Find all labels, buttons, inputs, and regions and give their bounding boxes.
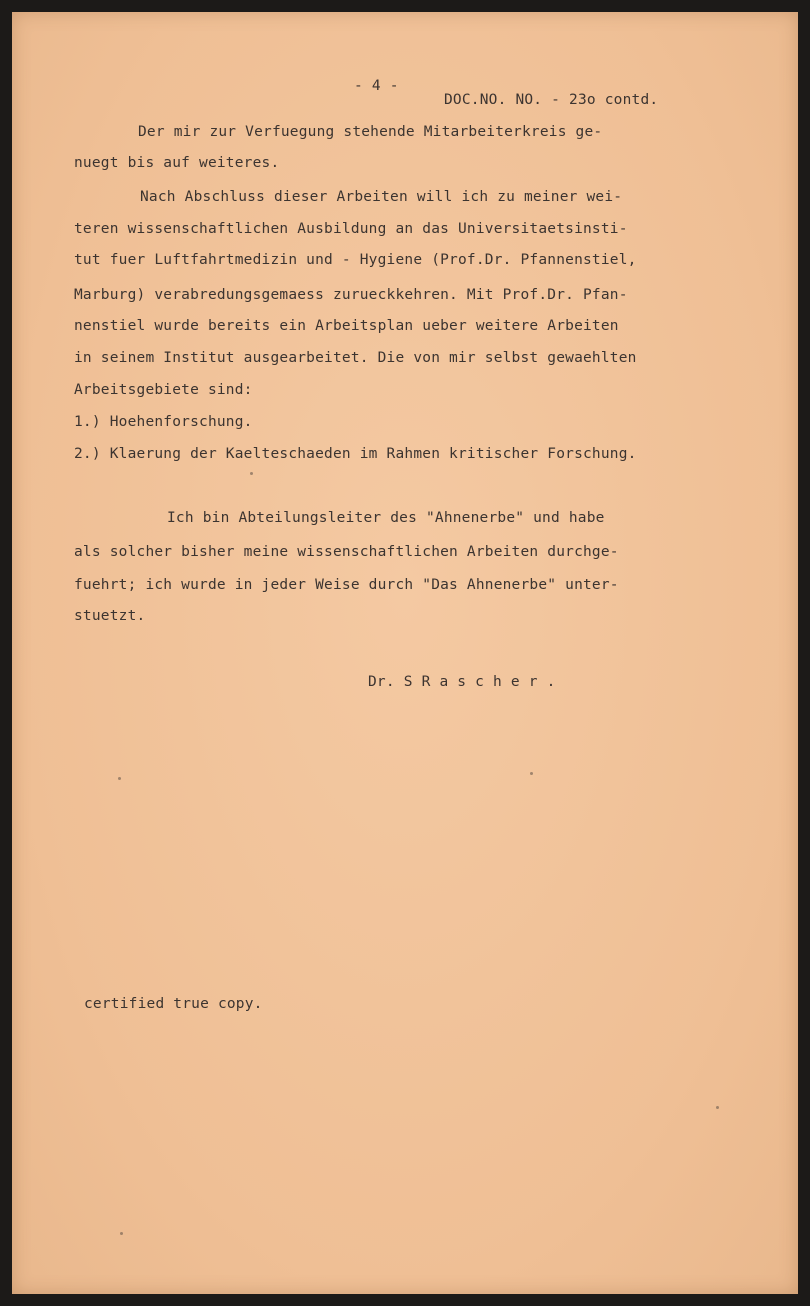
paragraph-2-line-3: tut fuer Luftfahrtmedizin und - Hygiene (Prof.Dr. Pfannenstiel, xyxy=(74,252,637,268)
document-page xyxy=(12,12,798,1294)
paragraph-3-line-4: stuetzt. xyxy=(74,608,146,624)
paper-speck xyxy=(530,772,533,775)
paragraph-2-line-7: Arbeitsgebiete sind: xyxy=(74,382,253,398)
paragraph-2-line-4: Marburg) verabredungsgemaess zurueckkehren. Mit Prof.Dr. Pfan- xyxy=(74,287,628,303)
paragraph-2-line-2: teren wissenschaftlichen Ausbildung an das Universitaetsinsti- xyxy=(74,221,628,237)
paragraph-2-line-6: in seinem Institut ausgearbeitet. Die von mir selbst gewaehlten xyxy=(74,350,637,366)
paragraph-2-line-5: nenstiel wurde bereits ein Arbeitsplan ueber weitere Arbeiten xyxy=(74,318,619,334)
paper-speck xyxy=(118,777,121,780)
certification-note: certified true copy. xyxy=(84,996,263,1012)
page-number: - 4 - xyxy=(354,78,399,94)
signature: Dr. S R a s c h e r . xyxy=(368,674,556,690)
paragraph-3-line-2: als solcher bisher meine wissenschaftlichen Arbeiten durchge- xyxy=(74,544,619,560)
paragraph-2-line-1: Nach Abschluss dieser Arbeiten will ich zu meiner wei- xyxy=(140,189,623,205)
list-item-1: 1.) Hoehenforschung. xyxy=(74,414,253,430)
paragraph-3-line-1: Ich bin Abteilungsleiter des "Ahnenerbe" und habe xyxy=(167,510,605,526)
paper-speck xyxy=(250,472,253,475)
paper-speck xyxy=(120,1232,123,1235)
paragraph-1-line-1: Der mir zur Verfuegung stehende Mitarbeiterkreis ge- xyxy=(138,124,603,140)
paper-speck xyxy=(716,1106,719,1109)
paragraph-3-line-3: fuehrt; ich wurde in jeder Weise durch "Das Ahnenerbe" unter- xyxy=(74,577,619,593)
paragraph-1-line-2: nuegt bis auf weiteres. xyxy=(74,155,280,171)
document-number: DOC.NO. NO. - 23o contd. xyxy=(444,92,659,108)
list-item-2: 2.) Klaerung der Kaelteschaeden im Rahmen kritischer Forschung. xyxy=(74,446,637,462)
